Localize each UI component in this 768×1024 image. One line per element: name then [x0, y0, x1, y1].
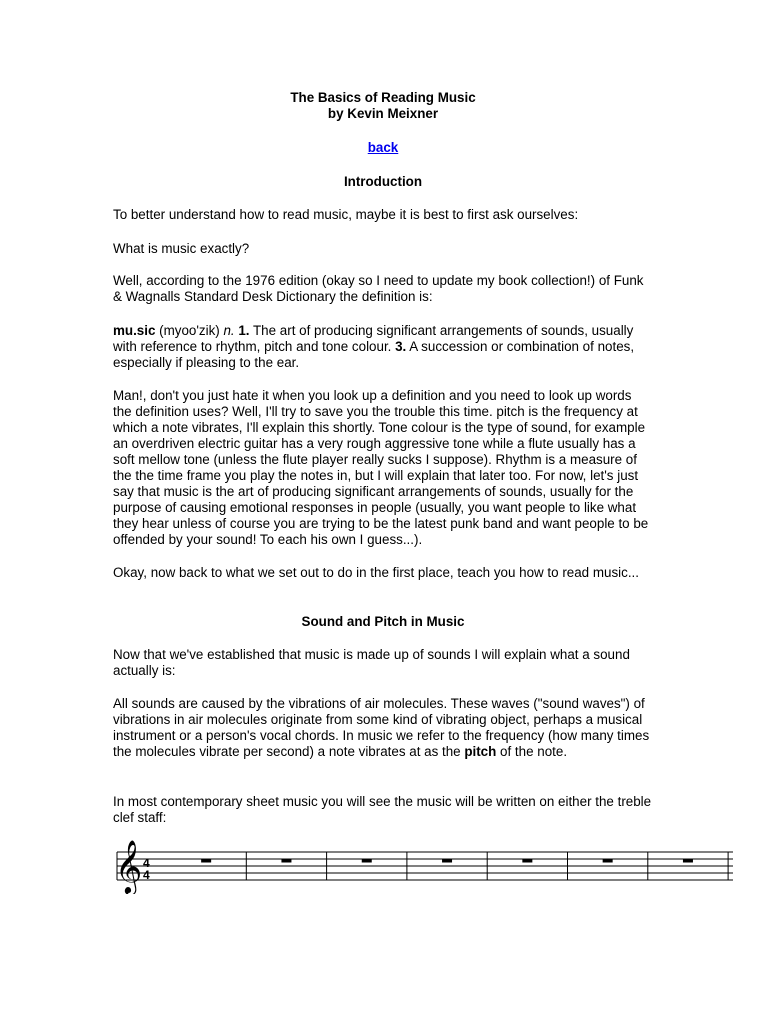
whole-rest [201, 859, 211, 863]
definition-part-of-speech: n. [223, 323, 235, 338]
paragraph: In most contemporary sheet music you will see the music will be written on either the treble clef staff: [113, 794, 652, 825]
section-heading-introduction: Introduction [343, 174, 423, 189]
pitch-text-end: of the note. [496, 744, 568, 759]
whole-rest [522, 859, 532, 863]
paragraph: Man!, don't you just hate it when you look up a definition and you need to look up words the definition uses? Well, I'll try to save you the trouble this time. pitch is the frequency at which a note vibrates, I'll explain this shortly. Tone colour is the type of sound, for example an overdriven electric guitar has a very rough aggressive tone while a flute usually has a soft mellow tone (unless the flute player really sucks I suppose). Rhythm is a measure of the the time frame you play the notes in, but I will explain that later too. For now, let's just say that music is the art of producing significant arrangements of sounds, usually for the purpose of causing emotional responses in people (usually, you want people to like what they hear unless of course you are trying to be the latest punk band and want people to be offended by your sound! To each his own I guess...). [113, 388, 649, 547]
definition-text-3: A succession or combination of notes, especially if pleasing to the ear. [113, 339, 635, 370]
time-signature-top: 4 [143, 856, 150, 870]
section-heading-sound-and-pitch: Sound and Pitch in Music [301, 614, 465, 629]
whole-rest [362, 859, 372, 863]
time-signature-bottom: 4 [143, 868, 150, 882]
treble-clef-icon: 𝄞 [115, 839, 143, 893]
pitch-text-start: All sounds are caused by the vibrations of air molecules. These waves ("sound waves") of vibrations in air molecules originate from some kind of vibrating object, perhaps a musical instrument or a person's vocal chords. In music we refer to the frequency (how many times the molecules vibrate per second) a note vibrates at as the [113, 696, 650, 759]
pitch-term: pitch [464, 744, 497, 759]
paragraph: Okay, now back to what we set out to do in the first place, teach you how to read music... [113, 565, 639, 580]
definition-word: mu.sic [113, 323, 156, 338]
paragraph: Now that we've established that music is made up of sounds I will explain what a sound actually is: [113, 647, 630, 678]
whole-rest [683, 859, 693, 863]
author-text: by Kevin Meixner [327, 106, 439, 121]
definition-number-3: 3. [395, 339, 407, 354]
paragraph: What is music exactly? [113, 241, 250, 256]
definition-number-1: 1. [234, 323, 250, 338]
back-link[interactable]: back [367, 140, 399, 155]
definition-text-1: The art of producing significant arrangements of sounds, usually with reference to rhythm, pitch and tone colour. [113, 323, 634, 354]
title-text: The Basics of Reading Music [290, 90, 476, 105]
whole-rest [442, 859, 452, 863]
back-link-row [113, 140, 653, 156]
paragraph: Well, according to the 1976 edition (okay so I need to update my book collection!) of Funk & Wagnalls Standard Desk Dictionary the definition is: [113, 273, 644, 304]
staff-lines [117, 852, 733, 880]
whole-rest [281, 859, 291, 863]
definition-paragraph [113, 323, 653, 371]
paragraph-pitch [113, 696, 653, 760]
page-title [113, 90, 653, 122]
treble-clef-staff [113, 838, 735, 894]
whole-rest [603, 859, 613, 863]
definition-pronunciation: (myoo'zik) [155, 323, 224, 338]
paragraph: To better understand how to read music, maybe it is best to first ask ourselves: [113, 207, 579, 222]
